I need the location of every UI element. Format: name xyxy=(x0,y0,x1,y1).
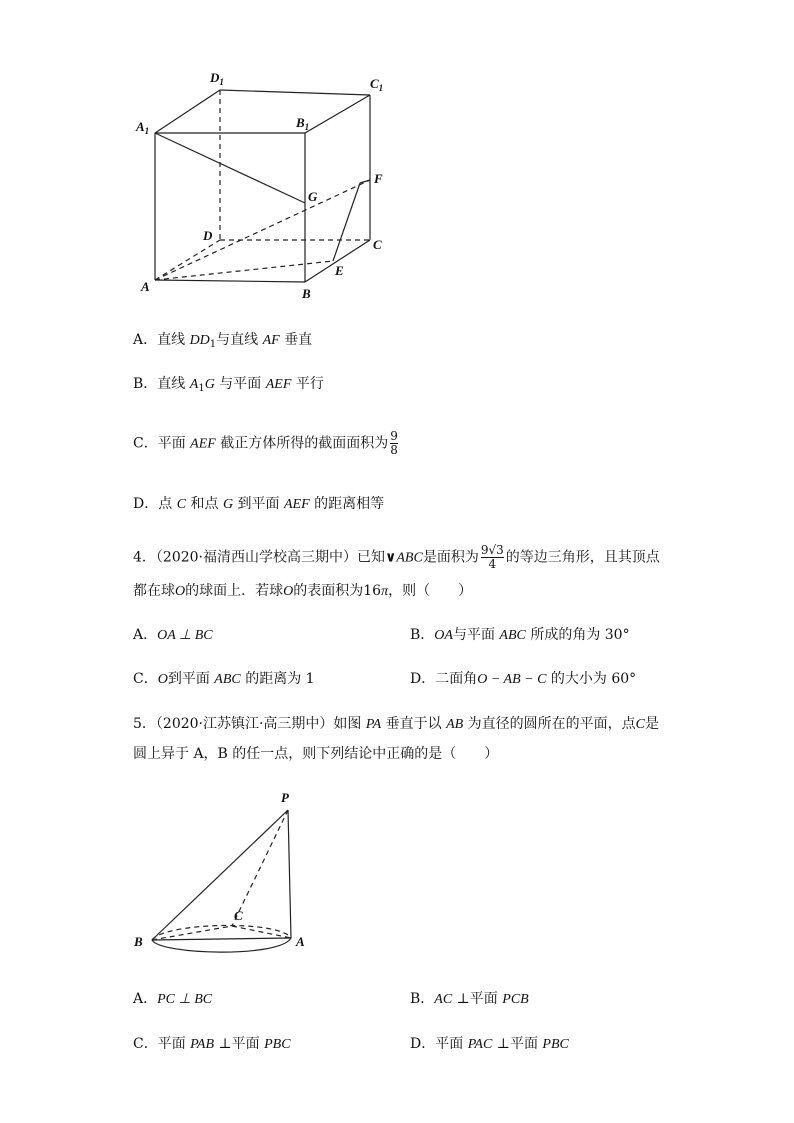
q4-option-c: C．O到平面 ABC 的距离为 1 xyxy=(133,671,315,687)
label-A: A xyxy=(296,934,305,949)
label-G: G xyxy=(308,189,318,204)
q5-option-c: C．平面 PAB ⊥平面 PBC xyxy=(133,1036,291,1052)
label-P: P xyxy=(281,790,289,805)
fraction-9-8: $\frac{9}{8}$ xyxy=(390,429,398,457)
label-C: C xyxy=(373,237,382,252)
q4-stem-line1: 4．（2020·福清西山学校高三期中）已知∨ABC是面积为 $\frac{9√3}{4}$ 的等边三角形，且其顶点 xyxy=(133,543,660,571)
q5-stem-line1: 5．（2020·江苏镇江·高三期中）如图 PA 垂直于以 AB 为直径的圆所在的平面，点C是 xyxy=(133,716,660,732)
q3-option-b: B．直线 $A_1G$ 与平面 AEF 平行 xyxy=(133,376,324,394)
edge-A-B xyxy=(155,280,305,282)
q4-option-d: D．二面角O − AB − C 的大小为 60° xyxy=(410,671,637,687)
segment-P-A xyxy=(288,810,291,938)
label-E: E xyxy=(335,263,344,278)
edge-B1-C1 xyxy=(305,95,370,133)
cube-figure xyxy=(0,0,794,320)
q3-option-c: C．平面 AEF 截正方体所得的截面面积为 $\frac{9}{8}$ xyxy=(133,429,398,457)
q5-option-b: B．AC ⊥平面 PCB xyxy=(410,991,529,1007)
label-B: B xyxy=(302,286,311,301)
segment-A1-G xyxy=(155,133,305,203)
q5-stem-line2: 圆上异于 A，B 的任一点，则下列结论中正确的是（ ） xyxy=(133,746,499,762)
label-C1: $C_1$ xyxy=(370,76,384,93)
segment-B-A xyxy=(152,938,291,940)
label-B: B xyxy=(134,934,143,949)
segment-P-B xyxy=(152,810,288,940)
label-C: C xyxy=(234,908,243,923)
edge-A1-D1 xyxy=(155,90,220,133)
label-F: F xyxy=(374,171,383,186)
q3-option-d: D．点 C 和点 G 到平面 AEF 的距离相等 xyxy=(133,496,385,512)
label-A1: $A_1$ xyxy=(136,119,150,136)
label-D1: $D_1$ xyxy=(210,70,224,87)
fraction-9sqrt3-4: $\frac{9√3}{4}$ xyxy=(480,543,504,571)
label-A: A xyxy=(141,279,150,294)
q3-option-a: A．直线 $DD_1$与直线 AF 垂直 xyxy=(133,332,313,350)
q4-option-a: A．OA ⊥ BC xyxy=(133,627,213,643)
q5-option-d: D．平面 PAC ⊥平面 PBC xyxy=(410,1036,569,1052)
q4-stem-line2: 都在球O的球面上．若球O的表面积为16π，则（ ） xyxy=(133,583,473,599)
label-B1: $B_1$ xyxy=(296,115,310,132)
q4-option-b: B．OA与平面 ABC 所成的角为 30° xyxy=(410,627,630,643)
edge-D1-C1 xyxy=(220,90,370,95)
label-D: D xyxy=(203,228,213,243)
pyramid-figure xyxy=(0,780,794,970)
q5-option-a: A．PC ⊥ BC xyxy=(133,991,213,1007)
